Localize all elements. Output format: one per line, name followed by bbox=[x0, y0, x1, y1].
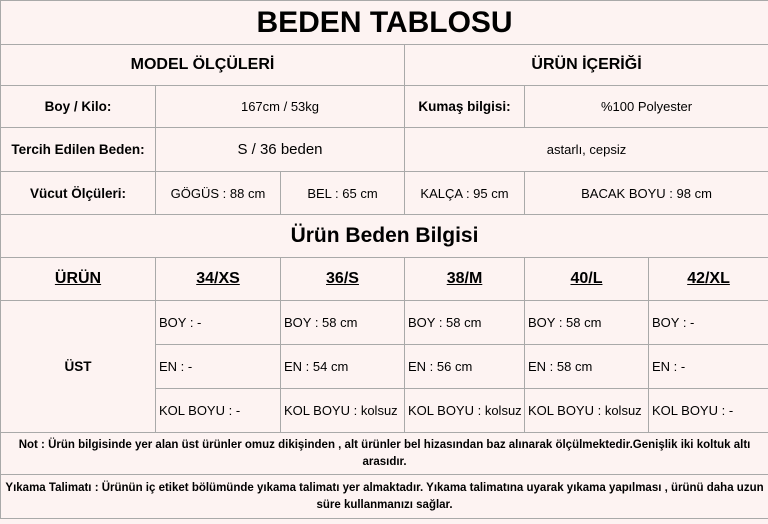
lining-pocket-info: astarlı, cepsiz bbox=[405, 128, 768, 172]
length-42-xl: BOY : - bbox=[649, 301, 768, 345]
length-row bbox=[1, 301, 768, 345]
product-content-heading: ÜRÜN İÇERİĞİ bbox=[405, 45, 768, 86]
width-42-xl: EN : - bbox=[649, 345, 768, 389]
size-header-38-m: 38/M bbox=[405, 258, 525, 301]
fabric-value: %100 Polyester bbox=[525, 86, 768, 128]
width-38-m: EN : 56 cm bbox=[405, 345, 525, 389]
leg-length-measurement: BACAK BOYU : 98 cm bbox=[525, 172, 768, 215]
sleeve-40-l: KOL BOYU : kolsuz bbox=[525, 389, 649, 433]
preferred-size-value: S / 36 beden bbox=[156, 128, 405, 172]
sleeve-42-xl: KOL BOYU : - bbox=[649, 389, 768, 433]
size-header-42-xl: 42/XL bbox=[649, 258, 768, 301]
length-36-s: BOY : 58 cm bbox=[281, 301, 405, 345]
product-column-header: ÜRÜN bbox=[1, 258, 156, 301]
fabric-label: Kumaş bilgisi: bbox=[405, 86, 525, 128]
size-header-40-l: 40/L bbox=[525, 258, 649, 301]
measurement-note: Not : Ürün bilgisinde yer alan üst ürünler omuz dikişinden , alt ürünler bel hizasından baz alınarak ölçülmektedir.Genişlik iki koltuk altı arasıdır. bbox=[1, 433, 768, 475]
body-measurements-label: Vücut Ölçüleri: bbox=[1, 172, 156, 215]
sleeve-34-xs: KOL BOYU : - bbox=[156, 389, 281, 433]
length-40-l: BOY : 58 cm bbox=[525, 301, 649, 345]
hip-measurement: KALÇA : 95 cm bbox=[405, 172, 525, 215]
width-40-l: EN : 58 cm bbox=[525, 345, 649, 389]
page-title: BEDEN TABLOSU bbox=[1, 1, 768, 45]
model-measurements-heading: MODEL ÖLÇÜLERİ bbox=[1, 45, 405, 86]
size-header-36-s: 36/S bbox=[281, 258, 405, 301]
height-weight-label: Boy / Kilo: bbox=[1, 86, 156, 128]
chest-measurement: GÖGÜS : 88 cm bbox=[156, 172, 281, 215]
sleeve-38-m: KOL BOYU : kolsuz bbox=[405, 389, 525, 433]
width-36-s: EN : 54 cm bbox=[281, 345, 405, 389]
height-weight-value: 167cm / 53kg bbox=[156, 86, 405, 128]
size-info-heading: Ürün Beden Bilgisi bbox=[1, 215, 768, 258]
product-name: ÜST bbox=[1, 301, 156, 433]
washing-instructions: Yıkama Talimatı : Ürünün iç etiket bölümünde yıkama talimatı yer almaktadır. Yıkama talimatına uyarak yıkama yapılması , ürünü daha uzun süre kullanmanızı sağlar. bbox=[1, 475, 768, 519]
length-34-xs: BOY : - bbox=[156, 301, 281, 345]
size-header-34-xs: 34/XS bbox=[156, 258, 281, 301]
waist-measurement: BEL : 65 cm bbox=[281, 172, 405, 215]
width-34-xs: EN : - bbox=[156, 345, 281, 389]
length-38-m: BOY : 58 cm bbox=[405, 301, 525, 345]
sleeve-36-s: KOL BOYU : kolsuz bbox=[281, 389, 405, 433]
preferred-size-label: Tercih Edilen Beden: bbox=[1, 128, 156, 172]
